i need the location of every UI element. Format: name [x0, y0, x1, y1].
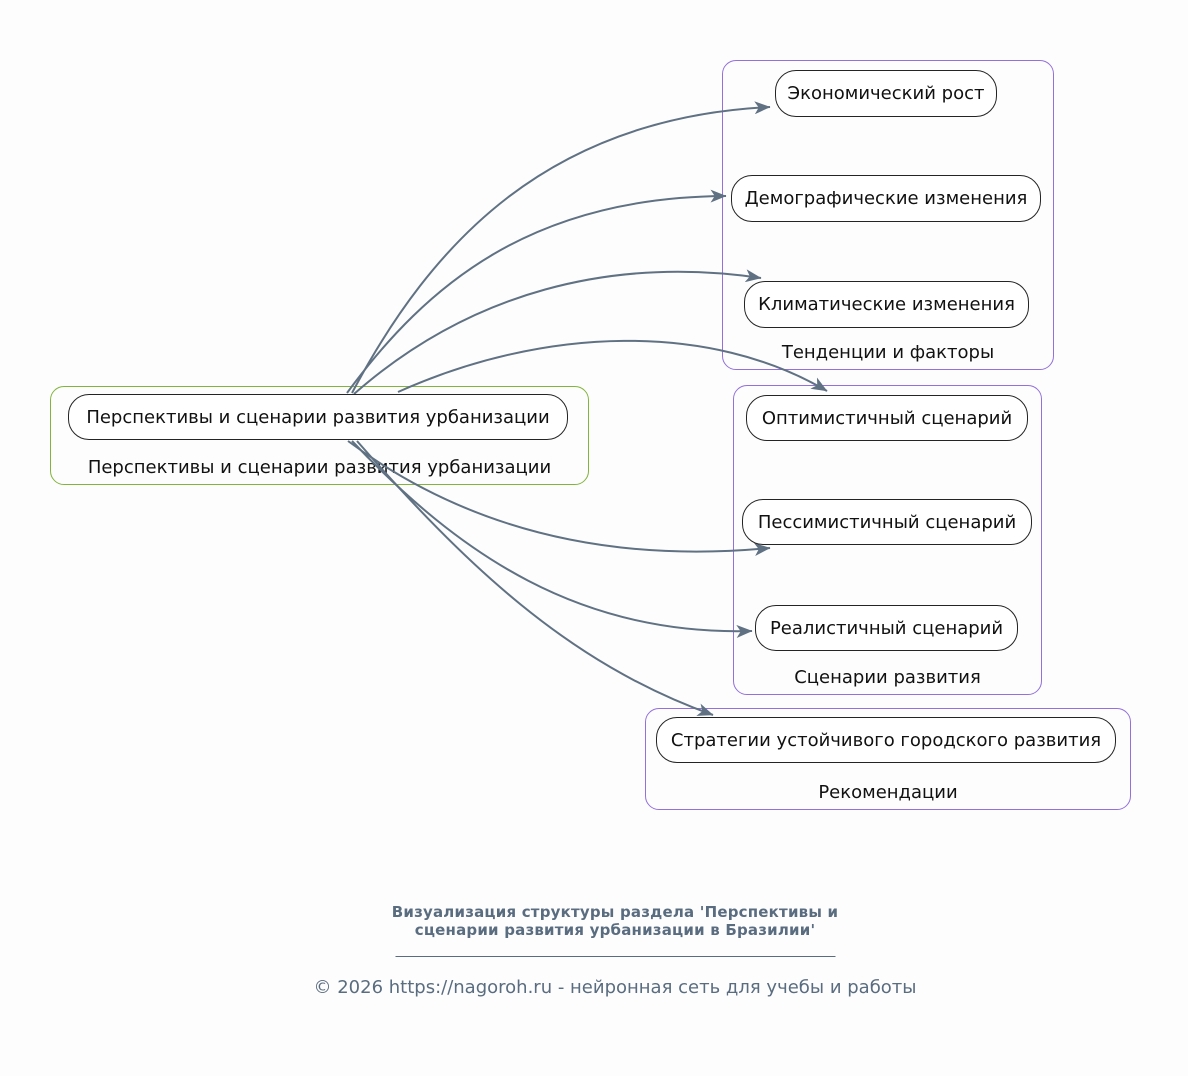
node-demographic-changes: Демографические изменения	[731, 175, 1041, 222]
edge-to-economic-growth	[352, 107, 770, 393]
node-climate-changes: Климатические изменения	[744, 281, 1029, 328]
node-economic-growth: Экономический рост	[775, 70, 997, 117]
group-root-label: Перспективы и сценарии развития урбанизации	[87, 457, 552, 478]
node-realistic-scenario: Реалистичный сценарий	[755, 605, 1018, 651]
footer-copyright: © 2026 https://nagoroh.ru - нейронная сеть для учебы и работы	[313, 977, 917, 998]
node-root: Перспективы и сценарии развития урбанизации	[68, 394, 568, 440]
footer-separator	[395, 956, 835, 957]
edge-to-climate-changes	[354, 272, 761, 394]
node-strategies: Стратегии устойчивого городского развития	[656, 717, 1116, 763]
group-scenarios-label: Сценарии развития	[794, 667, 981, 688]
footer	[313, 903, 916, 999]
group-trends-label: Тенденции и факторы	[781, 342, 995, 363]
footer-title-line1: Визуализация структуры раздела 'Перспективы и	[391, 903, 839, 921]
footer-title-line2: сценарии развития урбанизации в Бразилии'	[414, 921, 816, 939]
node-pessimistic-scenario: Пессимистичный сценарий	[742, 499, 1032, 545]
edge-to-demographic-changes	[347, 196, 726, 393]
group-recommendations-label: Рекомендации	[818, 782, 958, 803]
node-optimistic-scenario: Оптимистичный сценарий	[746, 395, 1028, 441]
